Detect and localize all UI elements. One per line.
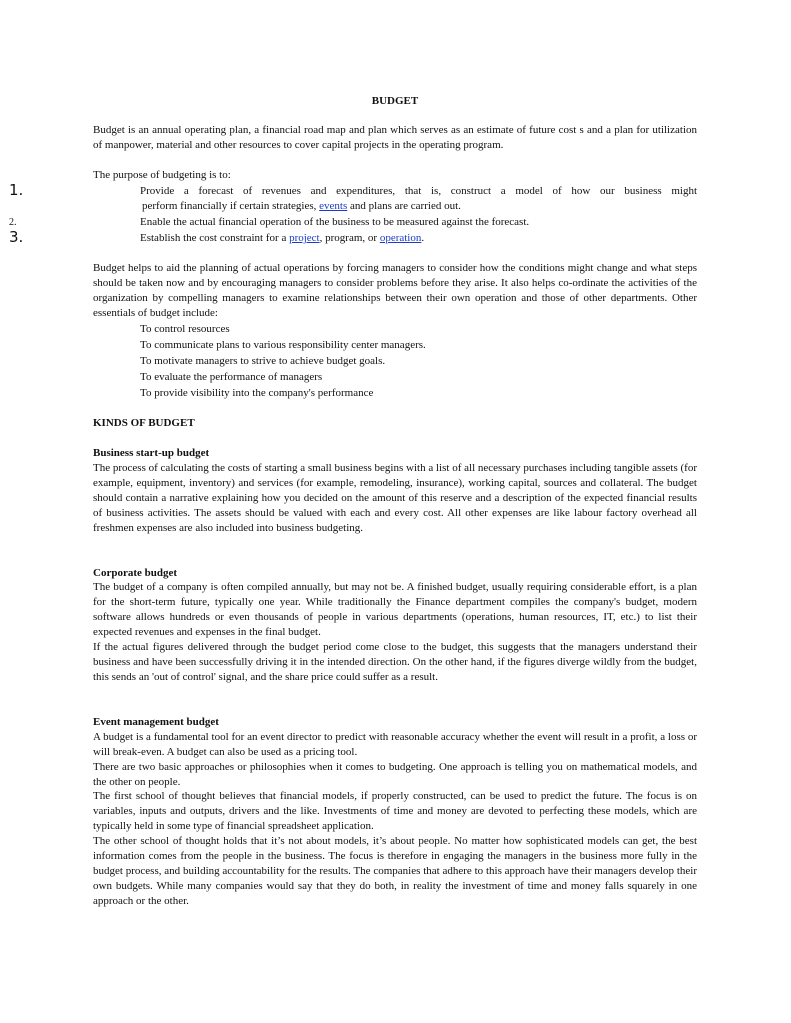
corporate-paragraph-1: The budget of a company is often compiled annually, but may not be. A finished budget, usually requiring considerable effort, is a plan for the short-term future, typically one year. While traditionally the Finance department compiles the company's budget, modern software allows hundreds or even thousands of people in various departments (operations, human resources, IT, etc.) to list their expected revenues and expenses in the final budget.: [93, 581, 697, 638]
document-title: BUDGET: [371, 95, 419, 107]
list-number-3: 3.: [9, 228, 24, 246]
purpose-item-1-text-after: and plans are carried out.: [350, 200, 461, 212]
list-number-1: 1.: [9, 181, 24, 199]
purpose-item-1-text-before: perform financially if certain strategies,: [142, 200, 317, 212]
purpose-heading: The purpose of budgeting is to:: [93, 169, 231, 181]
purpose-item-1-line1: Provide a forecast of revenues and expenditures, that is, construct a model of how our business might: [140, 185, 697, 197]
event-paragraph-2: There are two basic approaches or philosophies when it comes to budgeting. One approach is telling you on mathematical models, and the other on people.: [93, 761, 697, 788]
essential-item-5: To provide visibility into the company's performance: [140, 387, 374, 399]
operation-link[interactable]: operation: [379, 232, 422, 244]
purpose-item-1-line2: [142, 199, 461, 214]
event-paragraph-3: The first school of thought believes that financial models, if properly constructed, can be used to predict the future. The focus is on variables, inputs and outputs, drivers and the like. Investments of time and money are devoted to perfecting these models, which are typically held in some type of financial spreadsheet application.: [93, 790, 697, 832]
planning-paragraph: Budget helps to aid the planning of actual operations by forcing managers to consider how the conditions might change and what steps should be taken now and by encouraging managers to consider problems before they arise. It also helps co-ordinate the activities of the organization by compelling managers to examine relationships between their own operation and those of other departments. Other essentials of budget include:: [93, 262, 697, 319]
kinds-heading: KINDS OF BUDGET: [93, 417, 195, 429]
project-link[interactable]: project: [289, 232, 320, 244]
list-number-2: 2.: [9, 217, 17, 228]
event-paragraph-4: The other school of thought holds that it’s not about models, it’s about people. No matter how sophisticated models can get, the best information comes from the people in the business. The focus is therefore in engaging the managers in the business more fully in the budget process, and building accountability for the results. The companies that adhere to this approach have their managers develop their own budgets. While many companies would say that they do both, in reality the investment of time and money falls squarely in one approach or the other.: [93, 835, 697, 907]
essential-item-4: To evaluate the performance of managers: [140, 371, 323, 383]
essential-item-3: To motivate managers to strive to achieve budget goals.: [140, 355, 386, 367]
essential-item-1: To control resources: [140, 323, 230, 335]
corporate-paragraph-2: If the actual figures delivered through the budget period come close to the budget, this suggests that the managers understand their business and have been successfully driving it in the intended direction. On the other hand, if the figures diverge wildly from the budget, this sends an 'out of control' signal, and the share price could suffer as a result.: [93, 641, 697, 683]
purpose-item-3-text-middle: , program, or: [319, 232, 378, 244]
event-heading: Event management budget: [93, 716, 219, 728]
event-paragraph-1: A budget is a fundamental tool for an event director to predict with reasonable accuracy whether the event will result in a profit, a loss or will break-even. A budget can also be used as a pricing tool.: [93, 731, 697, 758]
events-link[interactable]: events: [319, 200, 348, 212]
purpose-item-3: [140, 231, 424, 246]
corporate-heading: Corporate budget: [93, 567, 178, 579]
purpose-item-3-text-before: Establish the cost constraint for a: [140, 232, 287, 244]
intro-paragraph: Budget is an annual operating plan, a financial road map and plan which serves as an estimate of future cost s and a plan for utilization of manpower, material and other resources to cover capital projects in the operating program.: [93, 124, 697, 151]
purpose-item-3-text-after: .: [421, 232, 425, 244]
startup-paragraph: The process of calculating the costs of starting a small business begins with a list of all necessary purchases including tangible assets (for example, equipment, inventory) and services (for example, remodeling, insurance), working capital, sources and collateral. The budget should contain a narrative explaining how you decided on the amount of this reserve and a description of the expected financial results of business activities. The assets should be valued with each and every cost. All other expenses are like labour factory overhead all freshmen expenses are also included into business budgeting.: [93, 462, 697, 534]
purpose-item-2: Enable the actual financial operation of the business to be measured against the forecast.: [140, 216, 530, 228]
startup-heading: Business start-up budget: [93, 447, 210, 459]
essential-item-2: To communicate plans to various responsibility center managers.: [140, 339, 426, 351]
